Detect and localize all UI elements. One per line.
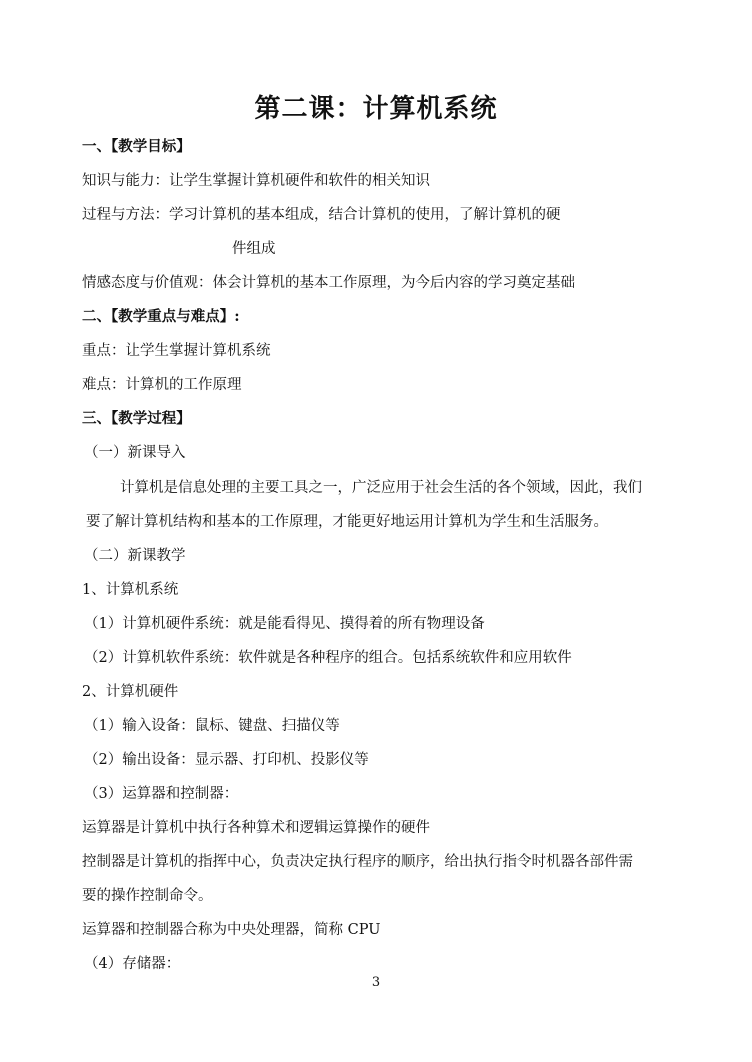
text-line: 过程与方法：学习计算机的基本组成，结合计算机的使用，了解计算机的硬: [82, 207, 561, 223]
text-line: （4）存储器：: [84, 956, 181, 972]
text-line: （一）新课导入: [84, 445, 186, 461]
text-line: （3）运算器和控制器：: [84, 786, 239, 802]
text-line: 件组成: [232, 241, 276, 257]
page-title: 第二课：计算机系统: [254, 94, 498, 124]
section-heading-objectives: 一、【教学目标】: [82, 138, 191, 155]
text-line: 重点：让学生掌握计算机系统: [82, 343, 271, 359]
text-line: （二）新课教学: [84, 548, 186, 564]
text-line: 1、计算机系统: [82, 582, 179, 598]
text-line: 要了解计算机结构和基本的工作原理，才能更好地运用计算机为学生和生活服务。: [86, 514, 608, 530]
text-line: 情感态度与价值观：体会计算机的基本工作原理，为今后内容的学习奠定基础: [82, 275, 575, 291]
text-line: 2、计算机硬件: [82, 684, 179, 700]
text-line: 计算机是信息处理的主要工具之一，广泛应用于社会生活的各个领域，因此，我们: [120, 480, 642, 496]
text-line: （1）输入设备：鼠标、键盘、扫描仪等: [84, 718, 340, 734]
section-heading-process: 三、【教学过程】: [82, 410, 191, 427]
text-line: （1）计算机硬件系统：就是能看得见、摸得着的所有物理设备: [84, 616, 485, 632]
page-number: 3: [371, 975, 381, 990]
text-line: 控制器是计算机的指挥中心，负责决定执行程序的顺序，给出执行指令时机器各部件需: [82, 854, 633, 870]
section-heading-key-points: 二、【教学重点与难点】:: [82, 308, 240, 325]
text-line: 难点：计算机的工作原理: [82, 377, 242, 393]
text-line: 运算器和控制器合称为中央处理器，简称 CPU: [82, 922, 381, 938]
text-line: 要的操作控制命令。: [82, 888, 213, 904]
text-line: 知识与能力：让学生掌握计算机硬件和软件的相关知识: [82, 173, 430, 189]
text-line: （2）计算机软件系统：软件就是各种程序的组合。包括系统软件和应用软件: [84, 650, 572, 666]
text-line: 运算器是计算机中执行各种算术和逻辑运算操作的硬件: [82, 820, 430, 836]
text-line: （2）输出设备：显示器、打印机、投影仪等: [84, 752, 369, 768]
